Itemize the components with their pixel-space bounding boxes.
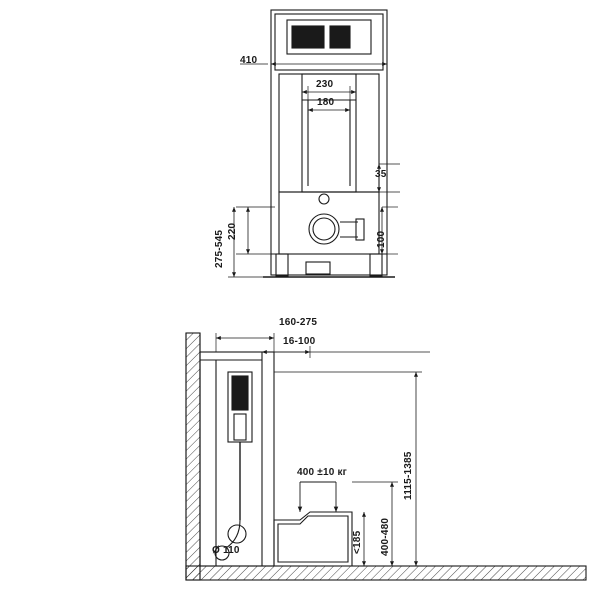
flush-button-large (292, 26, 324, 48)
waste-outlet-inner (313, 218, 335, 240)
toilet-bowl-inner (278, 516, 348, 562)
wall-hatch (186, 333, 200, 580)
cistern-side-fill (232, 376, 248, 410)
frame-outline (271, 10, 387, 275)
dimension-275-545: 275-545 (214, 229, 225, 268)
dimension-100: 100 (376, 230, 387, 248)
dimension-185: <185 (352, 530, 363, 554)
dimension-220: 220 (227, 222, 238, 240)
leg-left (276, 254, 288, 276)
water-inlet-hole (319, 194, 329, 204)
front-view-group (228, 10, 400, 277)
dimension-160-275: 160-275 (279, 317, 318, 328)
dimension-230: 230 (316, 79, 334, 90)
dimension-410: 410 (240, 55, 258, 66)
valve-body (234, 414, 246, 440)
dimension-load: 400 ±10 кг (297, 467, 348, 478)
dimension-180: 180 (317, 97, 335, 108)
leg-right (370, 254, 382, 276)
dimension-16-100: 16-100 (283, 336, 316, 347)
dimension-35: 35 (375, 169, 387, 180)
flush-button-small (330, 26, 350, 48)
dimension-1115-1385: 1115-1385 (403, 451, 414, 500)
dimension-110: Ø 110 (212, 545, 240, 556)
dimension-400-480: 400-480 (380, 517, 391, 556)
floor-hatch (186, 566, 586, 580)
toilet-bowl (274, 512, 352, 566)
flush-plate-housing (275, 14, 383, 70)
base-plate-center (306, 262, 330, 274)
